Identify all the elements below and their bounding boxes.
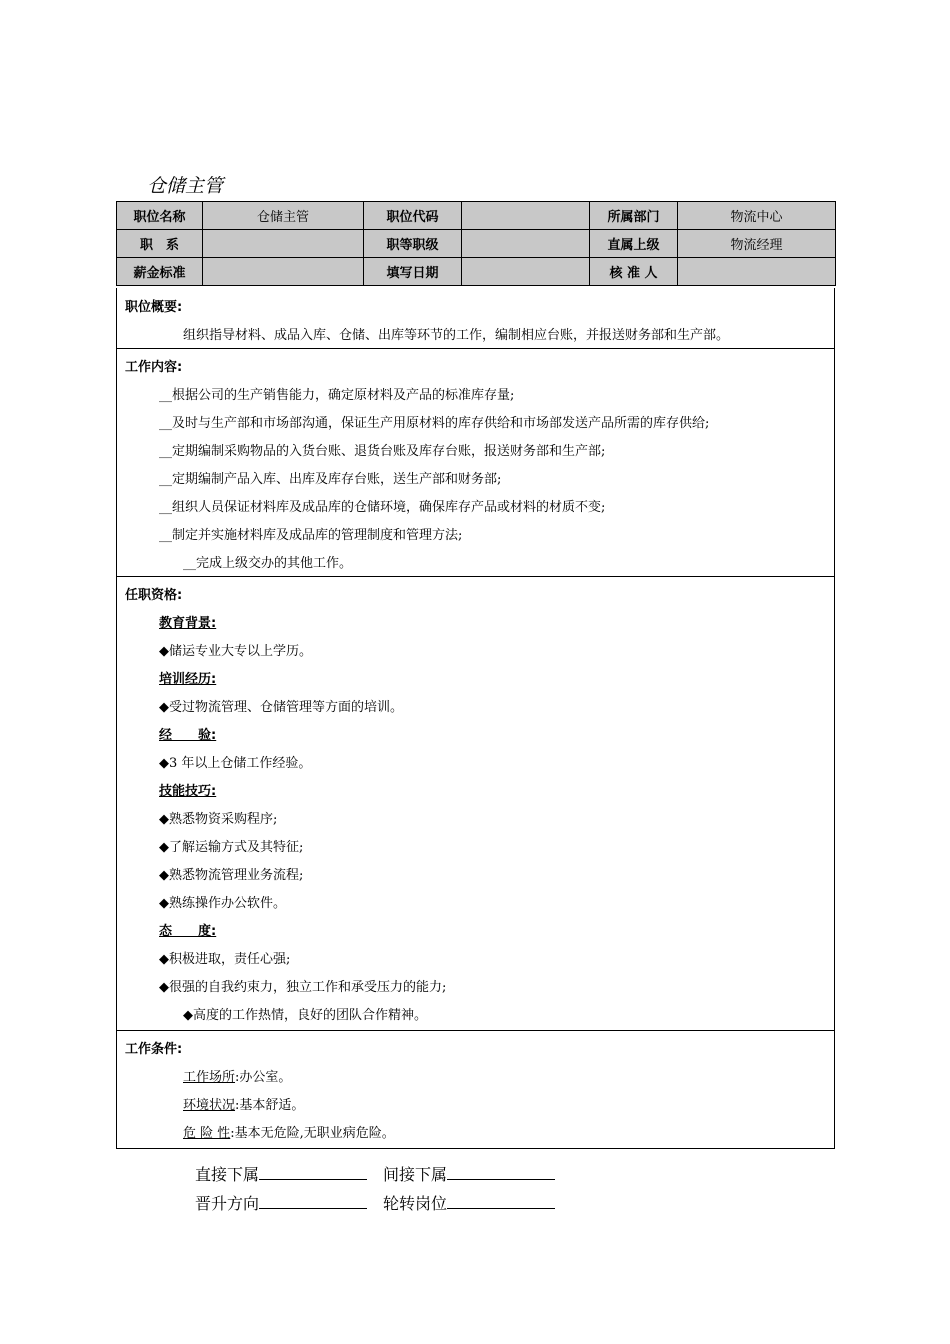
risk-row <box>183 1122 395 1141</box>
skill-item: ◆熟悉物流管理业务流程; <box>159 868 304 883</box>
education-text: ◆储运专业大专以上学历。 <box>159 644 312 659</box>
job-family-value <box>203 230 364 258</box>
training-label: 培训经历: <box>159 672 217 687</box>
duty-item: __定期编制采购物品的入货台账、退货台账及库存台账，报送财务部和生产部; <box>159 444 606 459</box>
rotation-label: 轮转岗位 <box>383 1194 448 1213</box>
workplace-label: 工作场所 <box>183 1070 236 1085</box>
supervisor-value: 物流经理 <box>678 230 836 258</box>
skills-label: 技能技巧: <box>159 784 217 799</box>
table-row <box>117 258 836 286</box>
promotion-label: 晋升方向 <box>195 1194 260 1213</box>
rotation-field[interactable] <box>447 1194 555 1209</box>
position-code-label: 职位代码 <box>364 202 462 230</box>
attitude-item: ◆高度的工作热情，良好的团队合作精神。 <box>183 1008 427 1023</box>
attitude-label: 态 度: <box>159 924 217 939</box>
document-title: 仓储主管 <box>147 175 224 197</box>
qualifications-title: 任职资格: <box>125 588 183 603</box>
workplace-row <box>183 1066 291 1085</box>
direct-subordinate-field[interactable] <box>259 1165 367 1180</box>
conditions-title: 工作条件: <box>125 1042 183 1057</box>
skill-item: ◆熟练操作办公软件。 <box>159 896 286 911</box>
duty-item: __制定并实施材料库及成品库的管理制度和管理方法; <box>159 528 463 543</box>
qualifications-section <box>116 576 835 1031</box>
indirect-subordinate-label: 间接下属 <box>383 1165 448 1184</box>
table-row <box>117 202 836 230</box>
skill-item: ◆熟悉物资采购程序; <box>159 812 278 827</box>
summary-section <box>116 288 835 349</box>
education-label: 教育背景: <box>159 616 217 631</box>
approver-value <box>678 258 836 286</box>
duties-section <box>116 348 835 577</box>
summary-text: 组织指导材料、成品入库、仓储、出库等环节的工作，编制相应台账，并报送财务部和生产部。 <box>183 328 730 343</box>
environment-row <box>183 1094 304 1113</box>
workplace-value: :办公室。 <box>235 1070 292 1085</box>
conditions-section <box>116 1030 835 1149</box>
position-name-value: 仓储主管 <box>203 202 364 230</box>
supervisor-label: 直属上级 <box>590 230 678 258</box>
position-info-table <box>116 201 836 286</box>
summary-title: 职位概要: <box>125 300 183 315</box>
duty-item: __及时与生产部和市场部沟通，保证生产用原材料的库存供给和市场部发送产品所需的库存供给; <box>159 416 710 431</box>
duty-item: __组织人员保证材料库及成品库的仓储环境，确保库存产品或材料的材质不变; <box>159 500 606 515</box>
attitude-item: ◆很强的自我约束力，独立工作和承受压力的能力; <box>159 980 447 995</box>
fill-date-label: 填写日期 <box>364 258 462 286</box>
risk-label: 危 险 性 <box>183 1126 231 1141</box>
department-value: 物流中心 <box>678 202 836 230</box>
position-name-label: 职位名称 <box>117 202 203 230</box>
department-label: 所属部门 <box>590 202 678 230</box>
job-family-label: 职 系 <box>117 230 203 258</box>
grade-value <box>462 230 590 258</box>
experience-label: 经 验: <box>159 728 217 743</box>
salary-value <box>203 258 364 286</box>
promotion-field[interactable] <box>259 1194 367 1209</box>
promotion-row <box>195 1191 367 1214</box>
duty-item: __根据公司的生产销售能力，确定原材料及产品的标准库存量; <box>159 388 515 403</box>
duty-item: __完成上级交办的其他工作。 <box>183 556 353 571</box>
indirect-subordinate-row <box>383 1162 555 1185</box>
environment-value: :基本舒适。 <box>235 1098 305 1113</box>
risk-value: :基本无危险,无职业病危险。 <box>230 1126 395 1141</box>
grade-label: 职等职级 <box>364 230 462 258</box>
training-text: ◆受过物流管理、仓储管理等方面的培训。 <box>159 700 403 715</box>
fill-date-value <box>462 258 590 286</box>
salary-label: 薪金标准 <box>117 258 203 286</box>
environment-label: 环境状况 <box>183 1098 236 1113</box>
rotation-row <box>383 1191 555 1214</box>
table-row <box>117 230 836 258</box>
duty-item: __定期编制产品入库、出库及库存台账，送生产部和财务部; <box>159 472 502 487</box>
direct-subordinate-label: 直接下属 <box>195 1165 260 1184</box>
skill-item: ◆了解运输方式及其特征; <box>159 840 304 855</box>
indirect-subordinate-field[interactable] <box>447 1165 555 1180</box>
attitude-item: ◆积极进取，责任心强; <box>159 952 291 967</box>
experience-text: ◆3 年以上仓储工作经验。 <box>159 756 312 771</box>
direct-subordinate-row <box>195 1162 367 1185</box>
approver-label: 核 准 人 <box>590 258 678 286</box>
position-code-value <box>462 202 590 230</box>
duties-title: 工作内容: <box>125 360 183 375</box>
